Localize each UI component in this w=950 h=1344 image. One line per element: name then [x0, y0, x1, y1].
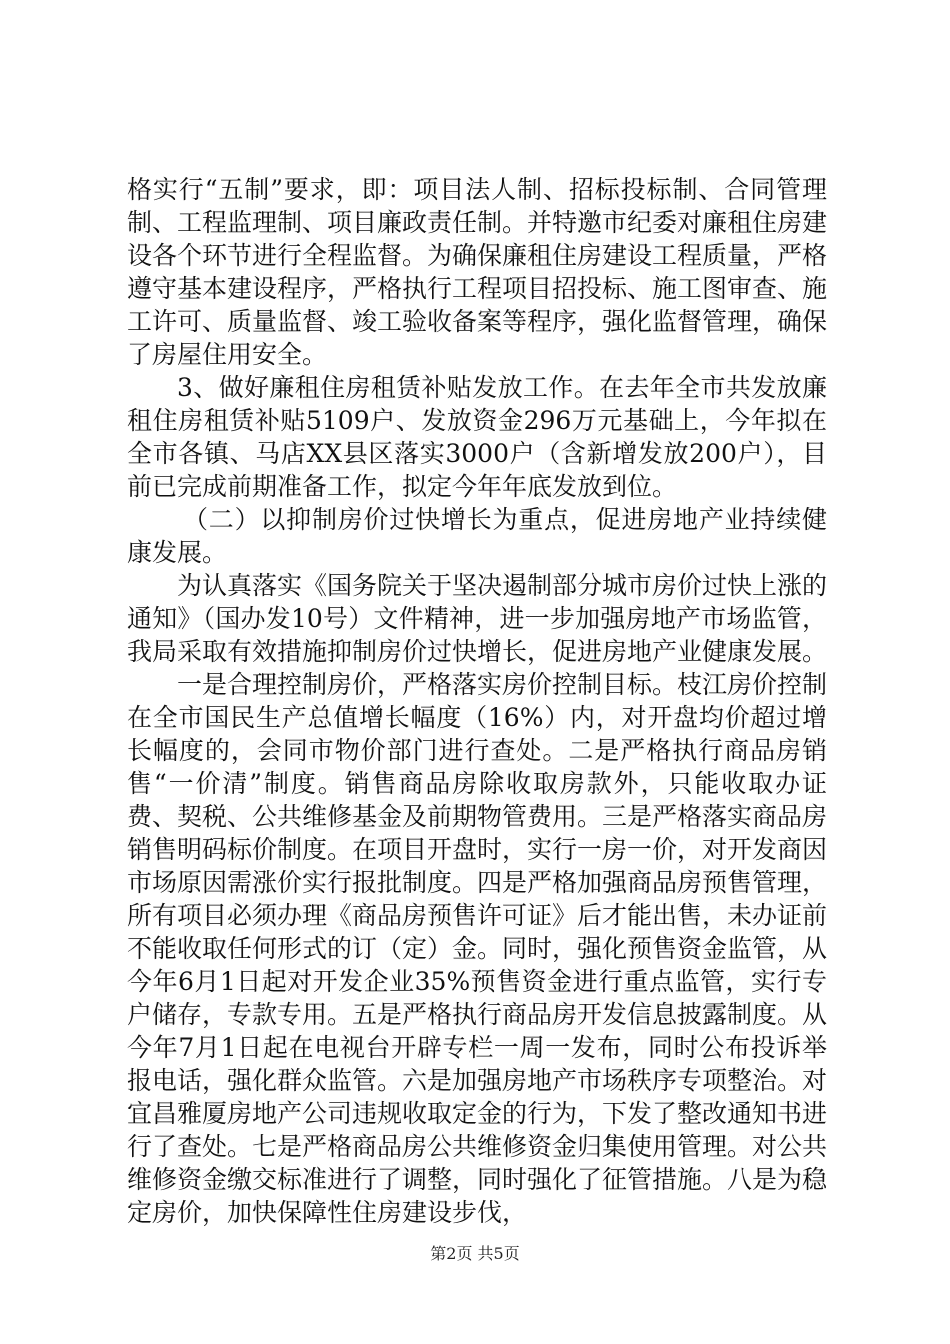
section-heading-housing-price: （二）以抑制房价过快增长为重点，促进房地产业持续健康发展。: [127, 505, 827, 567]
paragraph-rental-subsidy: 3、做好廉租住房租赁补贴发放工作。在去年全市共发放廉租住房租赁补贴5109户、发放资金296万元基础上，今年拟在全市各镇、马店XX县区落实3000户（含新增发放200户），目前已完成前期准备工作，拟定今年年底发放到位。: [127, 373, 827, 501]
paragraph-policy-implementation: 为认真落实《国务院关于坚决遏制部分城市房价过快上涨的通知》（国办发10号）文件精神，进一步加强房地产市场监管，我局采取有效措施抑制房价过快增长，促进房地产业健康发展。: [127, 571, 828, 666]
paragraph-price-control-measures: 一是合理控制房价，严格落实房价控制目标。枝江房价控制在全市国民生产总值增长幅度（16%）内，对开盘均价超过增长幅度的，会同市物价部门进行查处。二是严格执行商品房销售“一价清”制度。销售商品房除收取房款外，只能收取办证费、契税、公共维修基金及前期物管费用。三是严格落实商品房销售明码标价制度。在项目开盘时，实行一房一价，对开发商因市场原因需涨价实行报批制度。四是严格加强商品房预售管理，所有项目必须办理《商品房预售许可证》后才能出售，未办证前不能收取任何形式的订（定）金。同时，强化预售资金监管，从今年6月1日起对开发企业35%预售资金进行重点监管，实行专户储存，专款专用。五是严格执行商品房开发信息披露制度。从今年7月1日起在电视台开辟专栏一周一发布，同时公布投诉举报电话，强化群众监管。六是加强房地产市场秩序专项整治。对宜昌雅厦房地产公司违规收取定金的行为，下发了整改通知书进行了查处。七是严格商品房公共维修资金归集使用管理。对公共维修资金缴交标准进行了调整，同时强化了征管措施。八是为稳定房价，加快保障性住房建设步伐，: [127, 670, 828, 1227]
paragraph-continuation: 格实行“五制”要求，即：项目法人制、招标投标制、合同管理制、工程监理制、项目廉政责任制。并特邀市纪委对廉租住房建设各个环节进行全程监督。为确保廉租住房建设工程质量，严格遵守基本建设程序，严格执行工程项目招投标、施工图审查、施工许可、质量监督、竣工验收备案等程序，强化监督管理，确保了房屋住用安全。: [127, 175, 828, 369]
document-body: [127, 173, 827, 1229]
page-footer: 第2页 共5页: [430, 1244, 520, 1263]
